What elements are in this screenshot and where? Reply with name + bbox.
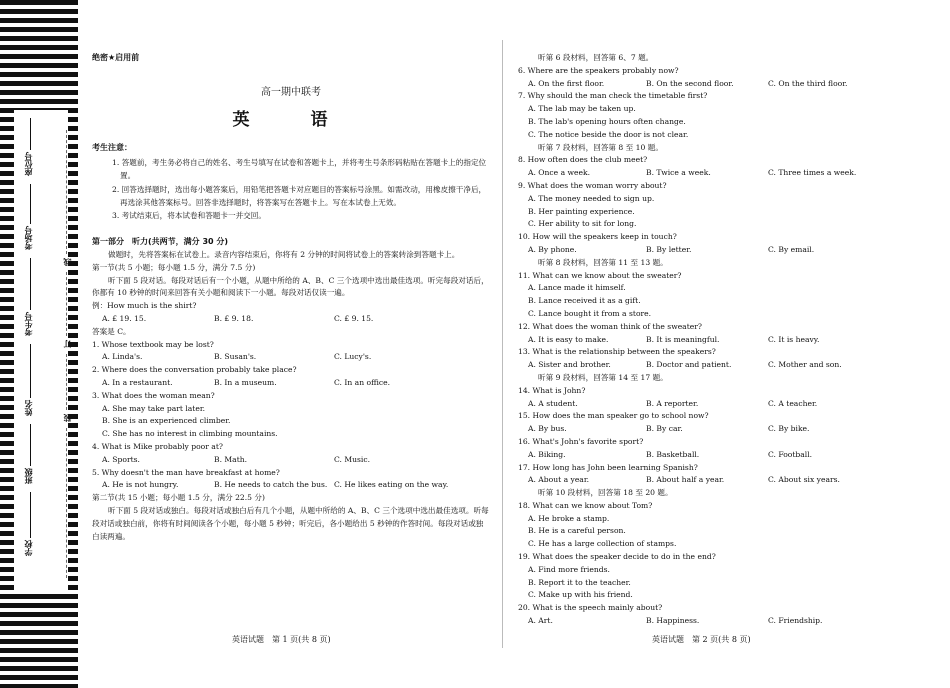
- example-answer: 答案是 C。: [92, 326, 131, 336]
- option-c: C. Lucy's.: [334, 352, 372, 362]
- secret-mark: 绝密★启用前: [92, 53, 140, 62]
- option-b: B. £ 9. 18.: [214, 313, 254, 323]
- option-a: A. By bus.: [528, 424, 567, 434]
- field-line-class: [30, 424, 31, 466]
- option-c: C. Football.: [768, 449, 813, 459]
- option-c: C. Her ability to sit for long.: [528, 219, 637, 229]
- question-list-page-1: [92, 339, 490, 493]
- option-b: B. She is an experienced climber.: [102, 416, 231, 426]
- field-line-room: [30, 184, 31, 224]
- option-c: C. Three times a week.: [768, 168, 857, 178]
- column-divider: [502, 40, 503, 648]
- option-c: C. The notice beside the door is not clear.: [528, 129, 689, 139]
- option-c: C. Make up with his friend.: [528, 590, 633, 600]
- option-b: B. On the second floor.: [646, 78, 734, 88]
- material-heading: 听第 8 段材料，回答第 11 至 13 题。: [538, 257, 668, 267]
- option-row: [92, 454, 490, 467]
- option-c: C. By bike.: [768, 424, 810, 434]
- option-b: B. In a museum.: [214, 377, 277, 387]
- exam-title: 高一期中联考: [261, 86, 321, 98]
- field-seat-number: 座位号: [24, 152, 33, 176]
- field-room-number: 考场号: [24, 226, 33, 250]
- question-stem: 8. How often does the club meet?: [518, 155, 648, 165]
- note-item: 1. 答题前，考生务必将自己的姓名、考生号填写在试卷和答题卡上，并将考生号条形码粘贴在答题卡上的指定位置。: [112, 158, 487, 180]
- material-heading: 听第 7 段材料，回答第 8 至 10 题。: [538, 142, 663, 152]
- question-stem: 6. Where are the speakers probably now?: [518, 65, 679, 75]
- option-b: B. By letter.: [646, 244, 692, 254]
- option-row: [518, 359, 888, 372]
- question-stem: 20. What is the speech mainly about?: [518, 603, 663, 613]
- cut-mark-install: 装: [63, 414, 72, 422]
- subject-title: 英 语: [232, 109, 350, 130]
- material-heading: 听第 10 段材料，回答第 18 至 20 题。: [538, 488, 673, 498]
- question-stem: 13. What is the relationship between the speakers?: [518, 347, 716, 357]
- cut-line-bottom: [66, 428, 67, 578]
- question-stem: 11. What can we know about the sweater?: [518, 270, 682, 280]
- option-c: C. £ 9. 15.: [334, 313, 374, 323]
- question-stem: 14. What is John?: [518, 385, 586, 395]
- option-b: B. Doctor and patient.: [646, 360, 732, 370]
- option-a: A. On the first floor.: [528, 78, 605, 88]
- option-a: A. Linda's.: [102, 352, 143, 362]
- section1-heading: 第一节(共 5 小题；每小题 1.5 分，满分 7.5 分): [92, 262, 256, 272]
- option-c: C. It is heavy.: [768, 334, 820, 344]
- field-line-name: [30, 344, 31, 398]
- option-b: B. About half a year.: [646, 475, 725, 485]
- example-options: [92, 313, 490, 326]
- cut-mark-line: 线: [63, 258, 72, 266]
- question-stem: 9. What does the woman worry about?: [518, 180, 667, 190]
- option-b: B. It is meaningful.: [646, 334, 720, 344]
- question-stem: 19. What does the speaker decide to do in the end?: [518, 552, 716, 562]
- option-b: B. Happiness.: [646, 616, 700, 626]
- option-a: A. Biking.: [528, 449, 566, 459]
- option-row: [518, 334, 888, 347]
- page-1: [92, 46, 490, 543]
- option-c: C. By email.: [768, 244, 815, 254]
- question-stem: 4. What is Mike probably poor at?: [92, 441, 223, 451]
- option-b: B. Basketball.: [646, 449, 700, 459]
- option-c: C. He likes eating on the way.: [334, 480, 449, 490]
- field-class: 班级: [24, 468, 33, 484]
- binding-strip: [0, 0, 80, 688]
- notes-heading: 考生注意：: [92, 143, 132, 153]
- option-a: A. £ 19. 15.: [102, 313, 147, 323]
- note-item: 3. 考试结束后，将本试卷和答题卡一并交回。: [112, 211, 266, 221]
- option-c: C. A teacher.: [768, 398, 818, 408]
- question-stem: 2. Where does the conversation probably take place?: [92, 365, 297, 375]
- question-stem: 12. What does the woman think of the sweater?: [518, 321, 702, 331]
- page-2-footer: 英语试题 第 2 页(共 8 页): [652, 635, 751, 644]
- section2-intro: 听下面 5 段对话或独白。每段对话或独白后有几个小题，从题中所给的 A、B、C 三个选项中选出最佳选项。听每段对话或独白前，你将有时间阅读各个小题，每小题 5 秒钟；听完后，各小题给出 5 秒钟的作答时间。每段对话或独白读两遍。: [92, 505, 489, 541]
- option-c: C. In an office.: [334, 377, 391, 387]
- field-name: 姓名: [24, 400, 33, 416]
- field-line-seat: [30, 118, 31, 150]
- option-b: B. He needs to catch the bus.: [214, 480, 328, 490]
- question-stem: 1. Whose textbook may be lost?: [92, 339, 214, 349]
- option-row: [518, 244, 888, 257]
- option-a: A. He is not hungry.: [102, 480, 179, 490]
- option-c: C. Mother and son.: [768, 360, 842, 370]
- option-row: [518, 449, 888, 462]
- option-c: C. About six years.: [768, 475, 840, 485]
- question-stem: 5. Why doesn't the man have breakfast at home?: [92, 467, 280, 477]
- cut-mark-bind: 订: [63, 340, 72, 348]
- option-row: [518, 615, 888, 628]
- field-examinee-number: 考生号: [24, 312, 33, 336]
- material-heading: 听第 9 段材料，回答第 14 至 17 题。: [538, 372, 668, 382]
- field-line-school: [30, 492, 31, 538]
- option-a: A. By phone.: [528, 244, 577, 254]
- question-stem: 7. Why should the man check the timetable first?: [518, 91, 708, 101]
- option-row: [518, 423, 888, 436]
- option-row: [92, 377, 490, 390]
- option-a: A. About a year.: [528, 475, 590, 485]
- section1-intro: 听下面 5 段对话。每段对话后有一个小题，从题中所给的 A、B、C 三个选项中选出最佳选项。听完每段对话后，你都有 10 秒钟的时间来回答有关小题和阅读下一小题。每段对话仅读一遍。: [92, 275, 489, 298]
- option-a: A. It is easy to make.: [528, 334, 609, 344]
- cut-line-mid: [66, 272, 67, 336]
- page-1-footer: 英语试题 第 1 页(共 8 页): [232, 635, 331, 644]
- option-a: A. Find more friends.: [528, 564, 610, 574]
- note-item: 2. 回答选择题时，选出每小题答案后，用铅笔把答题卡对应题目的答案标号涂黑。如需改动，用橡皮擦干净后，再选涂其他答案标号。回答非选择题时，将答案写在答题卡上。写在本试卷上无效。: [112, 184, 487, 207]
- field-school: 学校: [24, 540, 33, 556]
- option-b: B. He is a careful person.: [528, 526, 626, 536]
- option-c: C. He has a large collection of stamps.: [528, 539, 677, 549]
- option-b: B. Lance received it as a gift.: [528, 296, 641, 306]
- option-c: C. Friendship.: [768, 616, 823, 626]
- option-b: B. Her painting experience.: [528, 206, 635, 216]
- option-a: A. The lab may be taken up.: [528, 104, 636, 114]
- option-a: A. In a restaurant.: [102, 377, 173, 387]
- section2-heading: 第二节(共 15 小题；每小题 1.5 分，满分 22.5 分): [92, 493, 265, 503]
- option-a: A. Sister and brother.: [528, 360, 611, 370]
- option-row: [92, 351, 490, 364]
- option-a: A. A student.: [528, 398, 578, 408]
- part1-intro: 做题时，先将答案标在试卷上。录音内容结束后，你将有 2 分钟的时间将试卷上的答案转涂到答题卡上。: [108, 249, 460, 259]
- option-row: [92, 479, 490, 492]
- cut-line-low: [66, 354, 67, 410]
- option-b: B. Susan's.: [214, 352, 257, 362]
- option-c: C. Lance bought it from a store.: [528, 308, 652, 318]
- part1-heading: 第一部分 听力(共两节，满分 30 分): [92, 237, 229, 247]
- option-b: B. By car.: [646, 424, 683, 434]
- question-stem: 18. What can we know about Tom?: [518, 500, 653, 510]
- option-a: A. Art.: [528, 616, 553, 626]
- question-stem: 15. How does the man speaker go to school now?: [518, 411, 709, 421]
- question-stem: 16. What's John's favorite sport?: [518, 436, 644, 446]
- option-row: [518, 474, 888, 487]
- field-line-examinee: [30, 258, 31, 310]
- option-b: B. Math.: [214, 454, 248, 464]
- option-b: B. Report it to the teacher.: [528, 577, 631, 587]
- option-c: C. Music.: [334, 454, 371, 464]
- question-stem: 17. How long has John been learning Spanish?: [518, 462, 698, 472]
- option-row: [518, 78, 888, 91]
- option-b: B. Twice a week.: [646, 168, 711, 178]
- example-question: 例：How much is the shirt?: [92, 301, 197, 311]
- binding-fields-area: [14, 110, 68, 590]
- option-a: A. The money needed to sign up.: [528, 193, 655, 203]
- option-a: A. Sports.: [102, 454, 140, 464]
- cut-line-top: [66, 130, 67, 254]
- option-b: B. A reporter.: [646, 398, 699, 408]
- option-a: A. She may take part later.: [102, 403, 206, 413]
- question-stem: 3. What does the woman mean?: [92, 390, 215, 400]
- option-c: C. On the third floor.: [768, 78, 848, 88]
- option-b: B. The lab's opening hours often change.: [528, 116, 686, 126]
- option-row: [518, 167, 888, 180]
- option-row: [518, 398, 888, 411]
- question-stem: 10. How will the speakers keep in touch?: [518, 232, 677, 242]
- option-c: C. She has no interest in climbing mountains.: [102, 429, 278, 439]
- option-a: A. Once a week.: [528, 168, 591, 178]
- page-2: [518, 52, 888, 628]
- option-a: A. Lance made it himself.: [528, 283, 626, 293]
- material-heading: 听第 6 段材料，回答第 6、7 题。: [538, 53, 654, 62]
- option-a: A. He broke a stamp.: [528, 513, 610, 523]
